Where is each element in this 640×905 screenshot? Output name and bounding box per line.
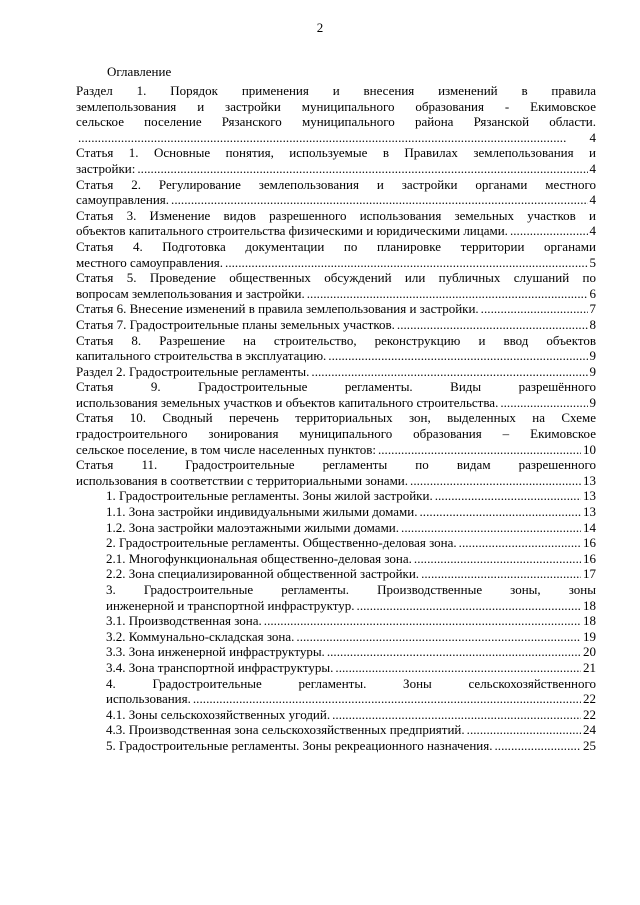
toc-entry[interactable] <box>76 629 596 645</box>
toc-entry[interactable] <box>76 457 596 488</box>
dot-leader <box>410 473 581 489</box>
dot-leader <box>137 161 587 177</box>
dot-leader <box>378 442 581 458</box>
toc-entry-text: 1. Градостроительные регламенты. Зоны жилой застройки. <box>106 488 433 504</box>
dot-leader <box>328 348 587 364</box>
toc-entry-line: Статья 8. Разрешение на строительство, реконструкцию и ввод объектов <box>76 332 596 348</box>
toc-entry[interactable] <box>76 504 596 520</box>
page-number: 2 <box>316 20 324 35</box>
toc-entry[interactable] <box>76 145 596 176</box>
toc-page-number: 4 <box>589 192 596 208</box>
toc-page-number: 4 <box>589 223 596 239</box>
dot-leader <box>193 691 581 707</box>
dot-leader <box>500 395 587 411</box>
toc-entry[interactable] <box>76 535 596 551</box>
toc-entry-text: 3.2. Коммунально-складская зона. <box>106 628 295 644</box>
toc-entry[interactable] <box>76 83 596 145</box>
dot-leader <box>225 255 587 271</box>
dot-leader <box>171 192 587 208</box>
toc-entry-text: 3.4. Зона транспортной инфраструктуры. <box>106 659 334 675</box>
dot-leader <box>421 566 581 582</box>
toc-entry[interactable] <box>76 738 596 754</box>
toc-page-number: 6 <box>589 285 596 301</box>
dot-leader <box>435 488 581 504</box>
dot-leader <box>481 301 588 317</box>
toc-entry-line: сельское поселение Рязанского муниципального района Рязанской области. <box>76 114 596 130</box>
toc-entry-text: 1.1. Зона застройки индивидуальными жилыми домами. <box>106 504 418 520</box>
toc-entry-text: использования. <box>106 691 191 707</box>
dot-leader <box>397 317 588 333</box>
toc-entry[interactable] <box>76 582 596 613</box>
toc-entry-text: 4.3. Производственная зона сельскохозяйственных предприятий. <box>106 722 465 738</box>
dot-leader <box>357 598 581 614</box>
toc-entry[interactable] <box>76 707 596 723</box>
toc-entry[interactable] <box>76 676 596 707</box>
dot-leader <box>78 130 588 146</box>
toc-entry-line: Статья 10. Сводный перечень территориальных зон, выделенных на Схеме <box>76 410 596 426</box>
toc-entry[interactable] <box>76 488 596 504</box>
toc-page-number: 13 <box>583 504 596 520</box>
dot-leader <box>296 629 581 645</box>
dot-leader <box>510 223 588 239</box>
toc-entry[interactable] <box>76 270 596 301</box>
toc-entry-text: Статья 6. Внесение изменений в правила землепользования и застройки. <box>76 301 479 317</box>
toc-page-number: 10 <box>583 441 596 457</box>
toc-title: Оглавление <box>107 64 172 79</box>
toc-page-number: 13 <box>583 488 596 504</box>
dot-leader <box>494 738 581 754</box>
toc-entry[interactable] <box>76 333 596 364</box>
toc-page-number: 14 <box>583 519 596 535</box>
toc-entry[interactable] <box>76 520 596 536</box>
toc-entry-text: 2.1. Многофункциональная общественно-деловая зона. <box>106 550 412 566</box>
toc-page-number: 19 <box>583 628 596 644</box>
toc-entry-text: объектов капитального строительства физическими и юридическими лицами. <box>76 223 508 239</box>
dot-leader <box>467 722 581 738</box>
toc-page-number: 22 <box>583 706 596 722</box>
toc-entry-line: землепользования и застройки муниципального образования - Екимовское <box>76 98 596 114</box>
toc-entry[interactable] <box>76 317 596 333</box>
toc-page-number: 16 <box>583 535 596 551</box>
toc-page-number: 8 <box>589 316 596 332</box>
dot-leader <box>327 644 581 660</box>
toc-entry[interactable] <box>76 410 596 457</box>
toc-entry[interactable] <box>76 644 596 660</box>
toc-entry-text: застройки: <box>76 160 136 176</box>
dot-leader <box>311 364 587 380</box>
toc-page-number: 5 <box>589 254 596 270</box>
toc-entry-line: градостроительного зонирования муниципального образования – Екимовское <box>76 426 596 442</box>
toc-entry[interactable] <box>76 364 596 380</box>
dot-leader <box>459 535 581 551</box>
toc-entry[interactable] <box>76 722 596 738</box>
toc-entry[interactable] <box>76 660 596 676</box>
toc-entry-line: 3. Градостроительные регламенты. Производственные зоны, зоны <box>106 582 596 597</box>
toc-page-number: 9 <box>589 363 596 379</box>
toc-entry-text: 2.2. Зона специализированной общественной застройки. <box>106 566 420 582</box>
toc-page-number: 16 <box>583 550 596 566</box>
toc-entry[interactable] <box>76 301 596 317</box>
toc-entry[interactable] <box>76 379 596 410</box>
toc-entry-line: Статья 9. Градостроительные регламенты. Виды разрешённого <box>76 379 596 395</box>
toc-page-number: 4 <box>589 160 596 176</box>
toc-page-number: 21 <box>583 659 596 675</box>
toc-entry-text: 4.1. Зоны сельскохозяйственных угодий. <box>106 706 331 722</box>
dot-leader <box>420 504 582 520</box>
toc-entry[interactable] <box>76 239 596 270</box>
toc-page-number: 17 <box>583 566 596 582</box>
dot-leader <box>401 520 581 536</box>
toc-entry-text: 5. Градостроительные регламенты. Зоны рекреационного назначения. <box>106 737 493 753</box>
toc-page-number: 18 <box>583 597 596 613</box>
toc-entry-text: вопросам землепользования и застройки. <box>76 285 305 301</box>
table-of-contents <box>76 83 596 754</box>
toc-entry-line: Статья 11. Градостроительные регламенты по видам разрешенного <box>76 457 596 473</box>
toc-entry-text: местного самоуправления. <box>76 254 224 270</box>
toc-entry-text: инженерной и транспортной инфраструктур. <box>106 597 355 613</box>
dot-leader <box>332 707 581 723</box>
toc-entry-text: 3.1. Производственная зона. <box>106 613 262 629</box>
toc-entry-line: Раздел 1. Порядок применения и внесения изменений в правила <box>76 83 596 98</box>
toc-page-number: 9 <box>589 394 596 410</box>
toc-entry-line: Статья 3. Изменение видов разрешенного использования земельных участков и <box>76 207 596 223</box>
toc-entry-text: 3.3. Зона инженерной инфраструктуры. <box>106 644 325 660</box>
toc-entry-text: 1.2. Зона застройки малоэтажными жилыми домами. <box>106 519 400 535</box>
toc-entry[interactable] <box>76 613 596 629</box>
toc-entry-text: Статья 7. Градостроительные планы земельных участков. <box>76 316 395 332</box>
toc-entry-text: использования в соответствии с территориальными зонами. <box>76 472 409 488</box>
toc-page-number: 22 <box>583 691 596 707</box>
toc-entry-line: Статья 1. Основные понятия, используемые в Правилах землепользования и <box>76 145 596 161</box>
toc-entry-text: использования земельных участков и объектов капитального строительства. <box>76 394 499 410</box>
toc-page-number: 18 <box>583 613 596 629</box>
toc-page-number: 20 <box>583 644 596 660</box>
toc-page-number: 4 <box>589 129 596 145</box>
toc-entry[interactable] <box>76 208 596 239</box>
toc-page-number: 13 <box>583 472 596 488</box>
toc-entry-text: капитального строительства в эксплуатацию. <box>76 348 327 364</box>
toc-entry[interactable] <box>76 566 596 582</box>
toc-entry-line: Статья 5. Проведение общественных обсуждений или публичных слушаний по <box>76 270 596 286</box>
toc-page-number: 25 <box>583 737 596 753</box>
toc-entry-text: самоуправления. <box>76 192 170 208</box>
toc-page-number: 9 <box>589 348 596 364</box>
dot-leader <box>307 286 588 302</box>
toc-entry-line: Статья 4. Подготовка документации по планировке территории органами <box>76 238 596 254</box>
dot-leader <box>264 613 581 629</box>
toc-entry-line: Статья 2. Регулирование землепользования и застройки органами местного <box>76 176 596 192</box>
toc-entry[interactable] <box>76 177 596 208</box>
toc-page-number: 7 <box>589 301 596 317</box>
toc-entry-text: Раздел 2. Градостроительные регламенты. <box>76 363 310 379</box>
dot-leader <box>335 660 581 676</box>
toc-entry-line: 4. Градостроительные регламенты. Зоны сельскохозяйственного <box>106 675 596 691</box>
toc-entry[interactable] <box>76 551 596 567</box>
toc-entry-text: 2. Градостроительные регламенты. Общественно-деловая зона. <box>106 535 457 551</box>
toc-entry-text: сельское поселение, в том числе населенных пунктов: <box>76 441 376 457</box>
dot-leader <box>414 551 581 567</box>
toc-page-number: 24 <box>583 722 596 738</box>
